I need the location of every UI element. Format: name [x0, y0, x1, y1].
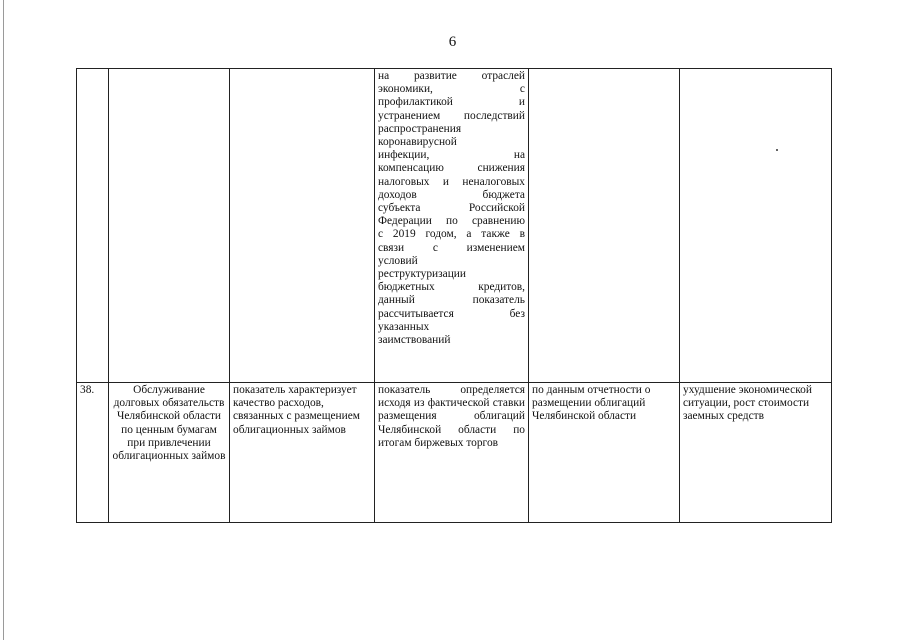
methodology-line: условий: [378, 254, 418, 267]
cell-factors: ухудшение экономической ситуации, рост стоимости заемных средств: [680, 383, 832, 523]
methodology-line: компенсацию снижения: [378, 162, 525, 175]
methodology-line: распространения: [378, 122, 462, 135]
methodology-line: налоговых и неналоговых: [378, 175, 525, 188]
cell-name: [109, 69, 230, 383]
methodology-line: устранением последствий: [378, 109, 525, 122]
methodology-line: Федерации по сравнению: [378, 215, 525, 228]
methodology-line: на развитие отраслей: [378, 70, 525, 82]
indicators-table: [76, 68, 832, 523]
methodology-line: инфекции, на: [378, 149, 525, 162]
cell-number: 38.: [77, 383, 109, 523]
cell-number: [77, 69, 109, 383]
methodology-line: данный показатель: [378, 294, 525, 307]
cell-methodology: [375, 69, 529, 383]
methodology-line: рассчитывается без: [378, 307, 525, 320]
cell-name: Обслуживание долговых обязательств Челябинской области по ценным бумагам при привлечении облигационных займов: [109, 383, 230, 523]
page-left-edge: [3, 0, 4, 640]
methodology-line: коронавирусной: [378, 136, 457, 149]
methodology-line: доходов бюджета: [378, 188, 525, 201]
methodology-line: связи с изменением: [378, 241, 525, 254]
stray-mark: [776, 149, 778, 151]
page-number: 6: [448, 34, 457, 50]
cell-factors: [680, 69, 832, 383]
methodology-line: с 2019 годом, а также в: [378, 228, 525, 241]
cell-methodology: показатель определяется исходя из фактической ставки размещения облигаций Челябинской области по итогам биржевых торгов: [375, 383, 529, 523]
methodology-line: реструктуризации: [378, 268, 466, 281]
methodology-line: бюджетных кредитов,: [378, 281, 525, 294]
methodology-line: указанных: [378, 320, 430, 333]
cell-source: по данным отчетности о размещении облигаций Челябинской области: [529, 383, 680, 523]
table-row-38: [77, 383, 832, 523]
table-row-continuation: [77, 69, 832, 383]
methodology-line: заимствований: [378, 334, 451, 347]
cell-source: [529, 69, 680, 383]
cell-description: показатель характеризует качество расходов, связанных с размещением облигационных займов: [230, 383, 375, 523]
cell-description: [230, 69, 375, 383]
methodology-line: профилактикой и: [378, 96, 525, 109]
methodology-line: субъекта Российской: [378, 202, 525, 215]
methodology-line: экономики, с: [378, 83, 525, 96]
